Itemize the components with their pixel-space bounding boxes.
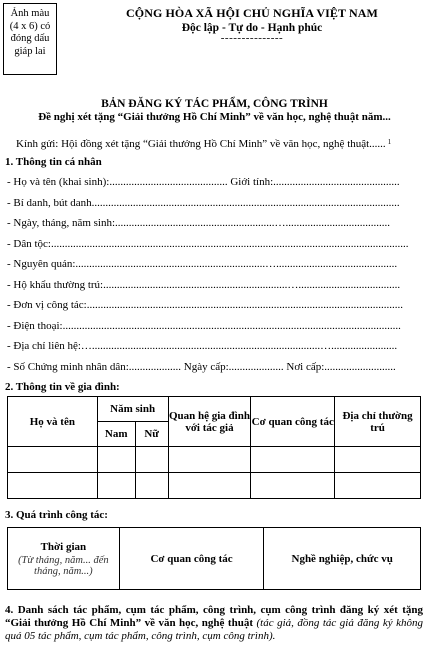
field-id-card[interactable]: - Số Chứng minh nhân dân:................... Ngày cấp:.................... Nơi cấp:.......................... [7, 361, 396, 373]
section-4-paragraph [5, 604, 423, 643]
photo-label-line-3: đóng dấu [10, 33, 50, 44]
table-cell[interactable] [97, 473, 135, 499]
section-1-heading: 1. Thông tin cá nhân [5, 156, 102, 168]
family-info-table [7, 396, 421, 499]
col-header-time-note: (Từ tháng, năm... đến tháng, năm...) [18, 554, 109, 577]
nation-name: CỘNG HÒA XÃ HỘI CHỦ NGHĨA VIỆT NAM [126, 6, 378, 20]
table-cell[interactable] [251, 473, 335, 499]
salutation-text: Kính gửi: Hội đồng xét tặng “Giải thưởng Hồ Chí Minh” về văn học, nghệ thuật...... [16, 138, 386, 150]
header-separator: --------------- [220, 32, 284, 44]
table-cell[interactable] [135, 447, 168, 473]
table-cell[interactable] [8, 447, 98, 473]
table-cell[interactable] [335, 473, 421, 499]
section-4-text: 4. Danh sách tác phẩm, cụm tác phẩm, công trình, cụm công trình đăng ký xét tặng “Giải thưởng Hồ Chí Minh” về văn học, nghệ thuật [5, 604, 423, 629]
field-contact-address[interactable]: - Địa chỉ liên hệ:…...................................................................................…........................ [7, 340, 398, 352]
table-row [8, 473, 421, 499]
photo-label-line-1: Ảnh màu [10, 8, 50, 19]
col-header-male: Nam [97, 422, 135, 447]
table-cell[interactable] [251, 447, 335, 473]
section-2-heading: 2. Thông tin về gia đình: [5, 381, 120, 393]
field-hometown[interactable]: - Nguyên quán:.....................................................................…............................................ [7, 258, 398, 270]
table-cell[interactable] [97, 447, 135, 473]
national-motto: Độc lập - Tự do - Hạnh phúc [181, 22, 323, 34]
table-cell[interactable] [8, 473, 98, 499]
photo-label-line-4: giáp lai [14, 45, 46, 57]
footnote-mark: 1 [387, 138, 392, 146]
field-pen-name[interactable]: - Bí danh, bút danh................................................................................................................ [7, 197, 400, 209]
document-subtitle: Đề nghị xét tặng “Giải thưởng Hồ Chí Minh” về văn học, nghệ thuật năm... [38, 111, 391, 123]
field-phone[interactable]: - Điện thoại:........................................................................................................................... [7, 320, 401, 332]
field-birth-date[interactable]: - Ngày, tháng, năm sinh:..........................................................…...................................... [7, 217, 391, 229]
document-title: BẢN ĐĂNG KÝ TÁC PHẨM, CÔNG TRÌNH [101, 98, 328, 110]
section-3-heading: 3. Quá trình công tác: [5, 509, 108, 521]
col-header-relation: Quan hệ gia đình với tác giả [168, 397, 251, 447]
col-header-occupation: Nghề nghiệp, chức vụ [264, 528, 421, 590]
section-4-note: (tác giả, đồng tác giả đăng ký không quá 05 tác phẩm, cụm tác phẩm, công trình, cụm công trình). [5, 617, 423, 642]
table-row [8, 447, 421, 473]
col-header-female: Nữ [135, 422, 168, 447]
col-header-workplace: Cơ quan công tác [119, 528, 264, 590]
table-cell[interactable] [135, 473, 168, 499]
national-header [75, 6, 429, 43]
salutation-line [16, 138, 425, 150]
table-cell[interactable] [335, 447, 421, 473]
col-header-address: Địa chỉ thường trú [335, 397, 421, 447]
table-cell[interactable] [168, 447, 251, 473]
field-work-unit[interactable]: - Đơn vị công tác:................................................................................................................... [7, 299, 403, 311]
field-ethnicity[interactable]: - Dân tộc:.................................................................................................................................. [7, 238, 409, 250]
col-header-workplace: Cơ quan công tác [251, 397, 335, 447]
field-full-name[interactable]: - Họ và tên (khai sinh):........................................... Giới tính:.............................................. [7, 176, 400, 188]
col-header-full-name: Họ và tên [8, 397, 98, 447]
col-header-time-label: Thời gian [40, 540, 87, 553]
field-permanent-residence[interactable]: - Hộ khẩu thường trú:...................................................................…..................................... [7, 279, 401, 291]
work-history-table [7, 527, 421, 590]
photo-placeholder-box [3, 3, 57, 75]
col-header-time [8, 528, 120, 590]
table-cell[interactable] [168, 473, 251, 499]
photo-label-line-2: (4 x 6) có [9, 20, 51, 32]
col-header-birth-year: Năm sinh [97, 397, 168, 422]
